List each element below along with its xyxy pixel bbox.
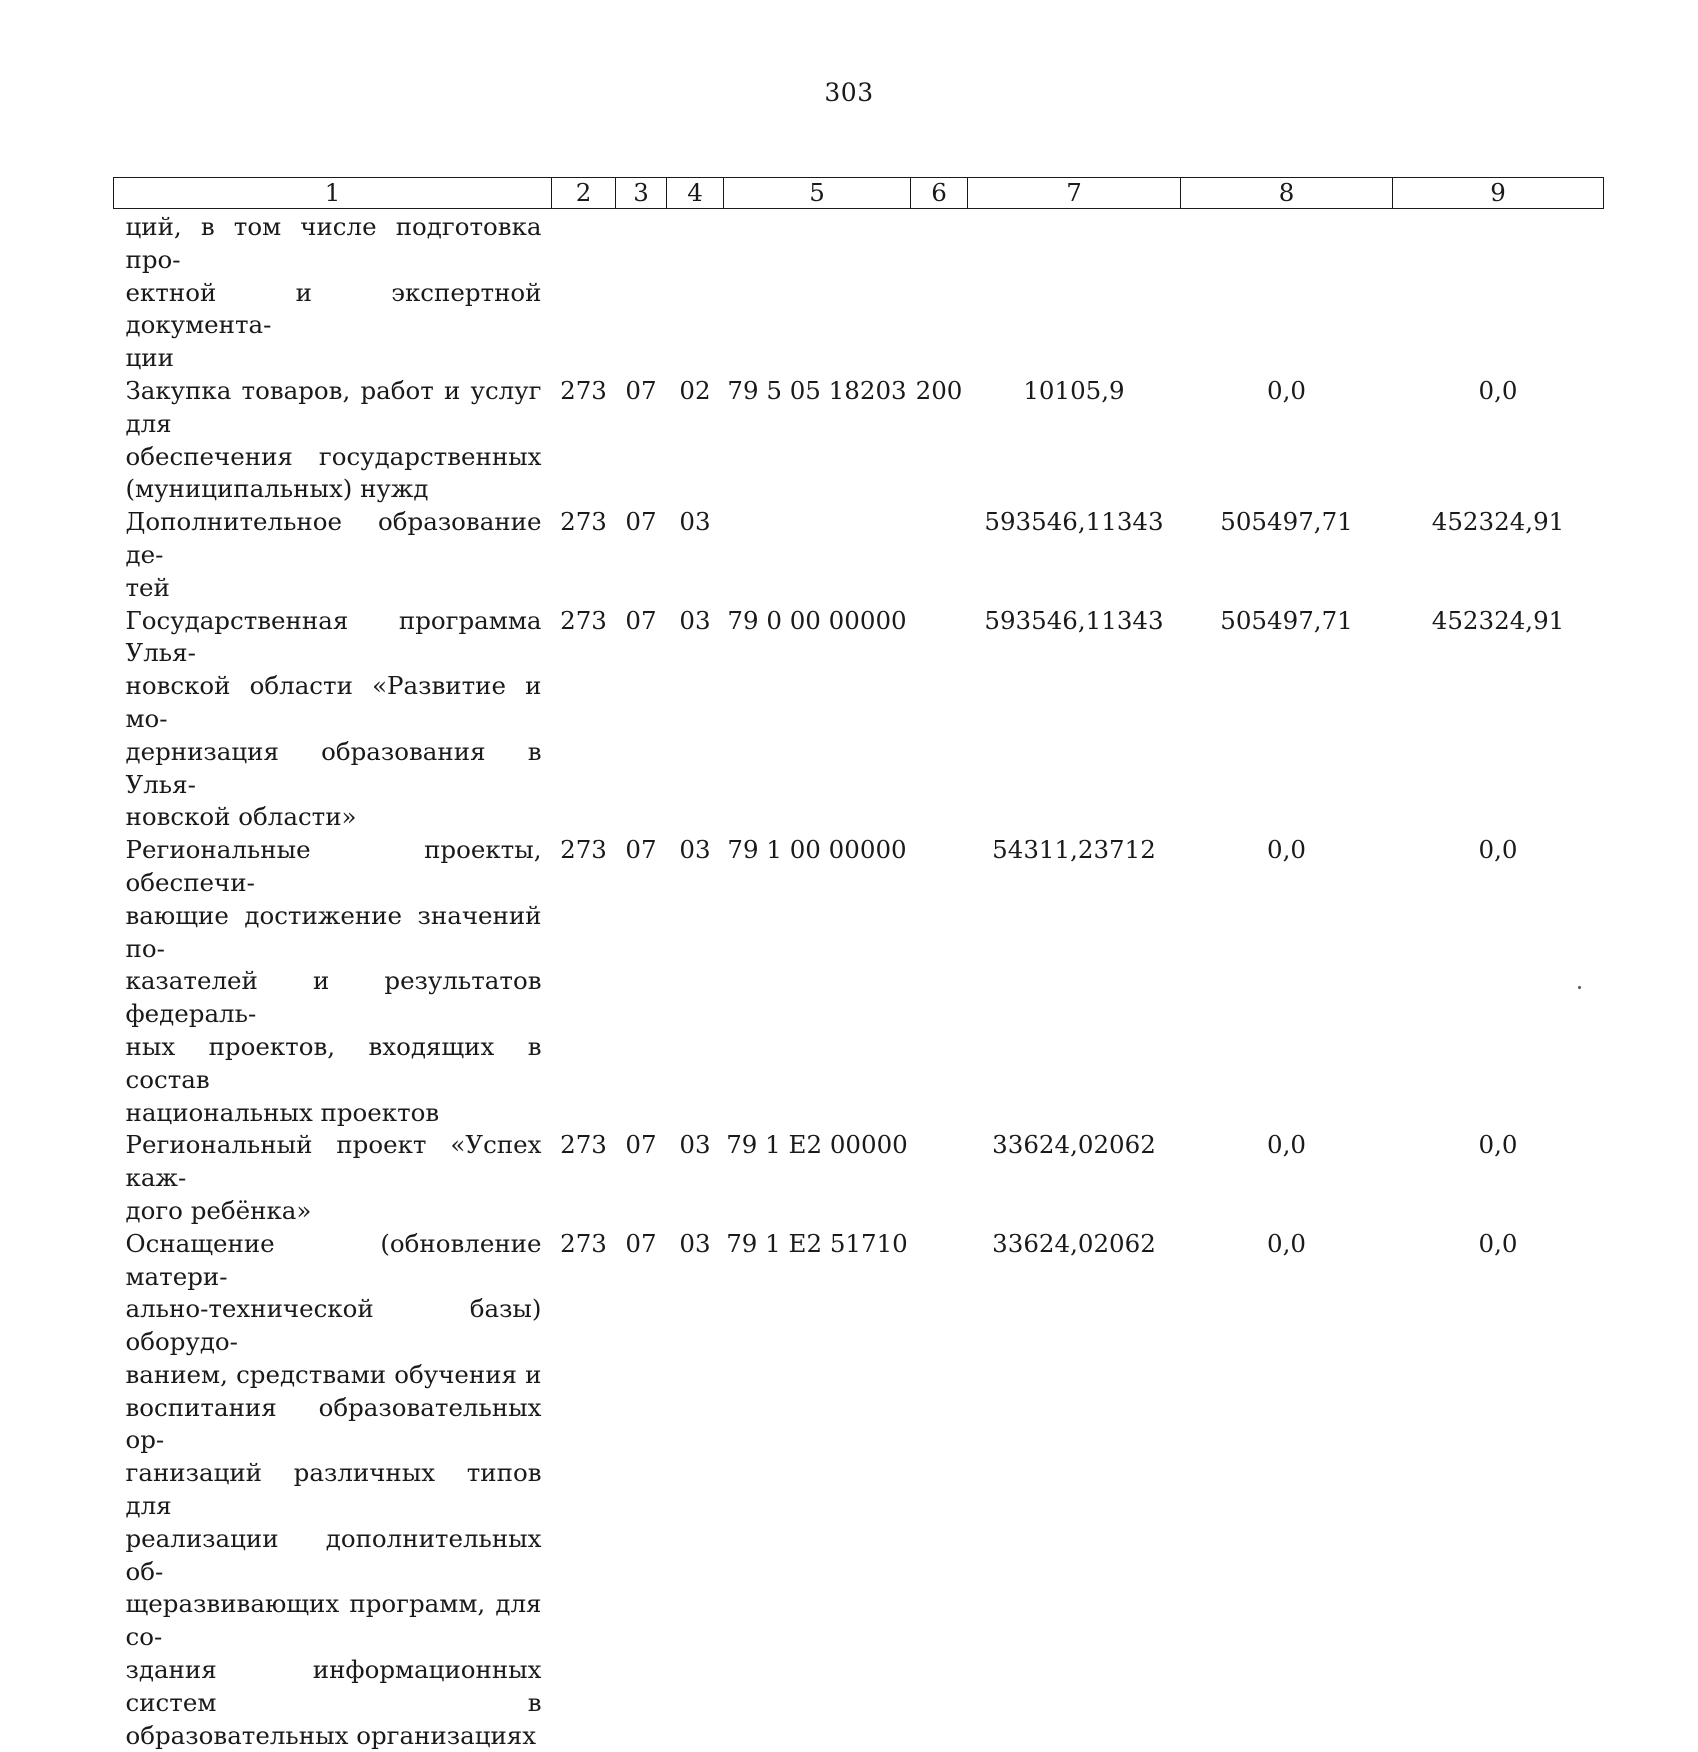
description-line: (муниципальных) нужд [126,473,542,506]
description-line: образовательных организациях [126,1720,542,1752]
amount-year3-cell: 452324,91 [1393,605,1604,835]
section-code-cell: 07 [616,1228,667,1752]
subsection-code-cell [667,209,724,375]
amount-year3-cell: 0,0 [1393,375,1604,506]
header-row [114,178,1604,209]
expense-type-cell [911,834,968,1129]
description-line: Закупка товаров, работ и услуг для [126,375,542,441]
target-article-cell [724,506,911,604]
amount-year1-cell: 10105,9 [968,375,1181,506]
description-line: дого ребёнка» [126,1195,542,1228]
table-row [114,1129,1604,1227]
section-code-cell: 07 [616,375,667,506]
amount-year2-cell: 505497,71 [1181,605,1393,835]
subsection-code-cell: 03 [667,834,724,1129]
description-line: воспитания образовательных ор- [126,1392,542,1458]
description-line: реализации дополнительных об- [126,1523,542,1589]
description-line: новской области» [126,801,542,834]
table-body [114,209,1604,1752]
description-line: ции [126,342,542,375]
table-row [114,209,1604,375]
column-header-8: 8 [1181,178,1393,209]
description-line: Дополнительное образование де- [126,506,542,572]
description-cell [114,605,552,835]
column-header-5: 5 [724,178,911,209]
amount-year1-cell: 593546,11343 [968,506,1181,604]
table-row [114,375,1604,506]
column-header-7: 7 [968,178,1181,209]
description-line: ектной и экспертной документа- [126,277,542,343]
section-code-cell: 07 [616,834,667,1129]
amount-year2-cell: 0,0 [1181,1228,1393,1752]
amount-year3-cell: 0,0 [1393,1129,1604,1227]
amount-year2-cell: 505497,71 [1181,506,1393,604]
amount-year2-cell: 0,0 [1181,375,1393,506]
amount-year1-cell [968,209,1181,375]
description-cell [114,506,552,604]
target-article-cell: 79 1 E2 00000 [724,1129,911,1227]
amount-year1-cell: 33624,02062 [968,1129,1181,1227]
description-line: здания информационных систем в [126,1654,542,1720]
amount-year3-cell: 452324,91 [1393,506,1604,604]
ministry-code-cell [552,209,616,375]
expense-type-cell: 200 [911,375,968,506]
table-row [114,605,1604,835]
amount-year2-cell: 0,0 [1181,834,1393,1129]
subsection-code-cell: 03 [667,506,724,604]
description-line: тей [126,572,542,605]
description-line: Государственная программа Улья- [126,605,542,671]
description-line: обеспечения государственных [126,441,542,474]
ministry-code-cell: 273 [552,506,616,604]
table-row [114,506,1604,604]
expense-type-cell [911,1228,968,1752]
column-header-2: 2 [552,178,616,209]
description-cell [114,834,552,1129]
scan-speck [1578,986,1581,989]
description-line: ально-технической базы) оборудо- [126,1293,542,1359]
table-row [114,1228,1604,1752]
ministry-code-cell: 273 [552,1129,616,1227]
description-line: Оснащение (обновление матери- [126,1228,542,1294]
amount-year1-cell: 33624,02062 [968,1228,1181,1752]
amount-year2-cell [1181,209,1393,375]
subsection-code-cell: 03 [667,1228,724,1752]
subsection-code-cell: 03 [667,1129,724,1227]
description-line: ванием, средствами обучения и [126,1359,542,1392]
section-code-cell [616,209,667,375]
amount-year2-cell: 0,0 [1181,1129,1393,1227]
description-line: дернизация образования в Улья- [126,736,542,802]
column-header-6: 6 [911,178,968,209]
column-header-9: 9 [1393,178,1604,209]
description-line: вающие достижение значений по- [126,900,542,966]
description-cell [114,1228,552,1752]
amount-year3-cell: 0,0 [1393,1228,1604,1752]
section-code-cell: 07 [616,506,667,604]
amount-year1-cell: 593546,11343 [968,605,1181,835]
column-header-4: 4 [667,178,724,209]
expense-type-cell [911,506,968,604]
table-row [114,834,1604,1129]
amount-year3-cell [1393,209,1604,375]
ministry-code-cell: 273 [552,375,616,506]
amount-year1-cell: 54311,23712 [968,834,1181,1129]
amount-year3-cell: 0,0 [1393,834,1604,1129]
target-article-cell [724,209,911,375]
expense-type-cell [911,605,968,835]
subsection-code-cell: 03 [667,605,724,835]
table-header [114,178,1604,209]
expense-type-cell [911,1129,968,1227]
target-article-cell: 79 0 00 00000 [724,605,911,835]
ministry-code-cell: 273 [552,834,616,1129]
target-article-cell: 79 1 E2 51710 [724,1228,911,1752]
description-line: национальных проектов [126,1097,542,1130]
section-code-cell: 07 [616,605,667,835]
section-code-cell: 07 [616,1129,667,1227]
column-header-1: 1 [114,178,552,209]
target-article-cell: 79 1 00 00000 [724,834,911,1129]
description-cell [114,209,552,375]
expense-type-cell [911,209,968,375]
description-line: Региональные проекты, обеспечи- [126,834,542,900]
description-line: ганизаций различных типов для [126,1457,542,1523]
subsection-code-cell: 02 [667,375,724,506]
description-line: казателей и результатов федераль- [126,965,542,1031]
description-line: Региональный проект «Успех каж- [126,1129,542,1195]
ministry-code-cell: 273 [552,605,616,835]
ministry-code-cell: 273 [552,1228,616,1752]
budget-table [113,177,1604,1752]
page-number: 303 [0,78,1698,107]
description-line: ций, в том числе подготовка про- [126,211,542,277]
description-line: щеразвивающих программ, для со- [126,1588,542,1654]
description-line: новской области «Развитие и мо- [126,670,542,736]
description-line: ных проектов, входящих в состав [126,1031,542,1097]
description-cell [114,1129,552,1227]
target-article-cell: 79 5 05 18203 [724,375,911,506]
column-header-3: 3 [616,178,667,209]
description-cell [114,375,552,506]
